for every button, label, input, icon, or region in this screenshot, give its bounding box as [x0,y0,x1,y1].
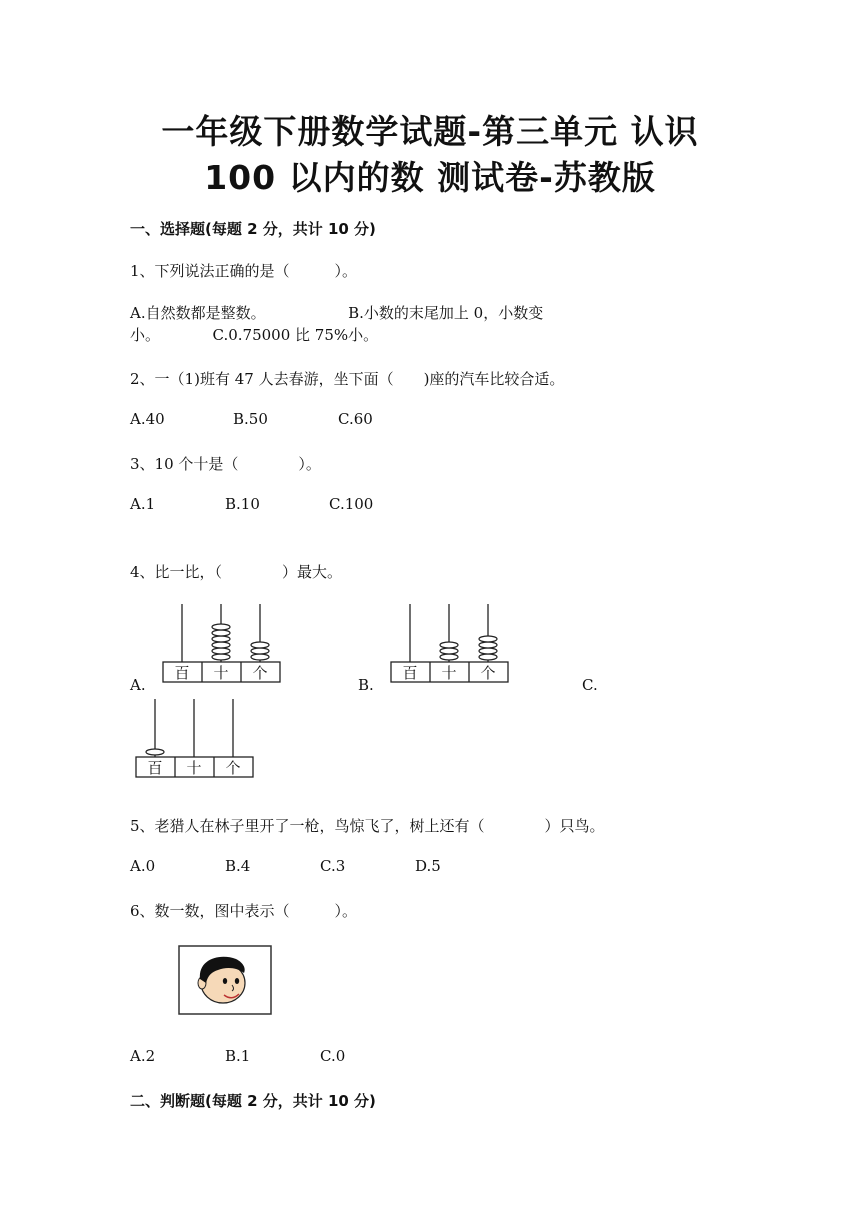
abacus-bead [251,642,269,648]
question-5-option-d: D.5 [415,857,441,875]
abacus-bead [212,648,230,654]
abacus-bead [212,636,230,642]
abacus-bead [479,648,497,654]
abacus-place-label: 十 [186,759,202,777]
abacus-bead [251,654,269,660]
abacus-bead [212,630,230,636]
abacus-place-label: 百 [147,759,163,777]
question-6-option-a: A.2 [130,1047,156,1065]
question-3-option-b: B.10 [225,495,260,513]
question-4-label-c: C. [582,676,598,694]
abacus-c [128,695,263,785]
question-6-stem: 6、数一数，图中表示（ ）。 [130,902,358,920]
abacus-place-label: 百 [174,664,190,682]
abacus-b [383,600,518,690]
question-2-option-a: A.40 [130,410,165,428]
question-5-option-a: A.0 [130,857,156,875]
abacus-bead [212,642,230,648]
question-5-option-b: B.4 [225,857,251,875]
page-title-line2: 100 以内的数 测试卷-苏教版 [204,158,656,197]
question-4-stem: 4、比一比，（ ）最大。 [130,563,343,581]
abacus-place-label: 个 [252,664,268,682]
abacus-bead [440,648,458,654]
abacus-a [155,600,290,690]
abacus-bead [479,636,497,642]
abacus-bead [212,654,230,660]
boy-face-picture [178,945,272,1015]
abacus-place-label: 个 [480,664,496,682]
question-3-stem: 3、10 个十是（ ）。 [130,455,321,473]
section-heading-choice: 一、选择题(每题 2 分，共计 10 分) [130,220,376,238]
question-3-option-a: A.1 [130,495,156,513]
abacus-bead [146,749,164,755]
abacus-bead [212,624,230,630]
question-5-stem: 5、老猎人在林子里开了一枪，鸟惊飞了，树上还有（ ）只鸟。 [130,817,605,835]
question-5-option-c: C.3 [320,857,346,875]
abacus-place-label: 十 [441,664,457,682]
abacus-bead [479,642,497,648]
abacus-place-label: 个 [225,759,241,777]
abacus-bead [251,648,269,654]
question-2-stem: 2、一（1)班有 47 人去春游，坐下面（ )座的汽车比较合适。 [130,370,565,388]
abacus-bead [440,642,458,648]
abacus-bead [440,654,458,660]
abacus-place-label: 十 [213,664,229,682]
question-2-option-b: B.50 [233,410,268,428]
question-1-options-line2: 小。 C.0.75000 比 75%小。 [130,326,379,344]
question-1-stem: 1、下列说法正确的是（ ）。 [130,262,358,280]
page-title-line1: 一年级下册数学试题-第三单元 认识 [161,112,699,151]
question-6-option-b: B.1 [225,1047,251,1065]
section-heading-true-false: 二、判断题(每题 2 分，共计 10 分) [130,1092,376,1110]
abacus-bead [479,654,497,660]
question-2-option-c: C.60 [338,410,373,428]
question-1-options-line1: A.自然数都是整数。 B.小数的末尾加上 0，小数变 [130,304,544,322]
question-6-option-c: C.0 [320,1047,346,1065]
question-4-label-a: A. [130,676,146,694]
abacus-place-label: 百 [402,664,418,682]
question-3-option-c: C.100 [329,495,374,513]
question-4-label-b: B. [358,676,374,694]
